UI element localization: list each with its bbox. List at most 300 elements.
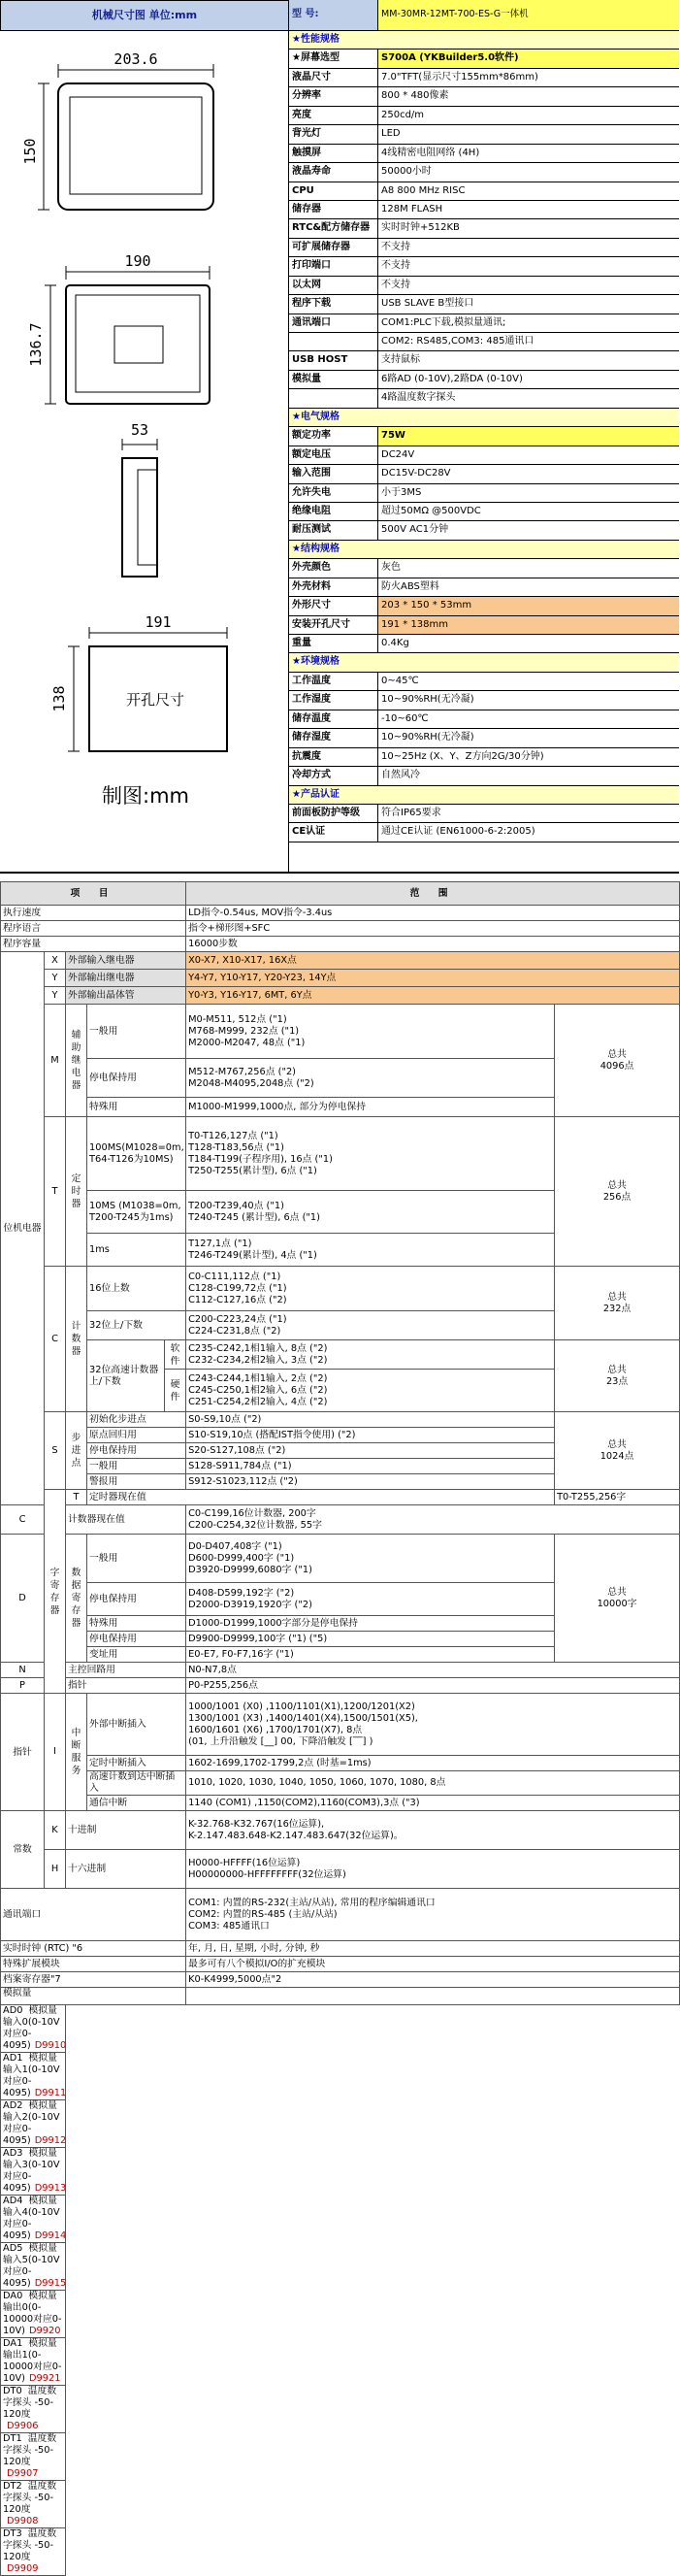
spec-key: 外形尺寸 <box>289 597 378 614</box>
y1-value: Y4-Y7, Y10-Y17, Y20-Y23, 14Y点 <box>186 970 680 987</box>
analog-register: D9908 <box>7 2516 39 2526</box>
cutout-height-label: 138 <box>50 685 68 712</box>
t-category: 定时器 <box>66 1117 87 1267</box>
analog-channel: DA1 <box>3 2338 23 2349</box>
analog-channel: DT3 <box>3 2528 22 2539</box>
h-value: H0000-HFFFF(16位运算) H00000000-HFFFFFFFF(32位运算) <box>186 1850 680 1889</box>
analog-channel: AD0 <box>3 2005 23 2016</box>
analog-row <box>1 2196 680 2243</box>
spec-row <box>289 125 679 144</box>
spec-row <box>289 446 679 465</box>
spec-sheet-top <box>0 0 679 874</box>
spec-key <box>289 389 378 407</box>
file-register-label: 档案寄存器"7 <box>1 1972 186 1988</box>
i-letter: I <box>45 1694 66 1811</box>
analog-channel: AD2 <box>3 2100 23 2111</box>
analog-cell <box>1 2338 66 2386</box>
m-keep-value: M512-M767,256点 ("2) M2048-M4095,2048点 ("2) <box>186 1059 555 1098</box>
program-language-label: 程序语言 <box>1 921 186 937</box>
rtc-label: 实时时钟 (RTC) "6 <box>1 1941 186 1957</box>
s-general-value: S128-S911,784点 ("1) <box>186 1459 555 1474</box>
analog-desc: 模拟量输入2(0-10V对应0-4095) <box>3 2100 60 2146</box>
cutout-width-label: 191 <box>145 613 172 631</box>
t-100ms-label: 100MS(M1028=0m, T64-T126为10MS) <box>87 1117 186 1191</box>
spec-value: 4线精密电阻网络 (4H) <box>381 147 480 158</box>
spec-row <box>289 503 679 521</box>
t-1ms-label: 1ms <box>87 1234 186 1267</box>
spec-key: 可扩展储存器 <box>289 239 378 256</box>
y2-value: Y0-Y3, Y16-Y17, 6MT, 6Y点 <box>186 987 680 1005</box>
spec-row <box>289 351 679 370</box>
spec-value: DC15V-DC28V <box>381 468 451 479</box>
col-header-range: 范 围 <box>186 882 680 906</box>
analog-register: D9907 <box>7 2468 39 2479</box>
spec-value: 203 * 150 * 53mm <box>378 597 679 614</box>
spec-row <box>289 163 679 182</box>
exec-speed-value: LD指令-0.54us, MOV指令-3.4us <box>186 906 680 921</box>
spec-section-header <box>289 786 679 805</box>
d-index-value: E0-E7, F0-F7,16字 ("1) <box>186 1647 555 1663</box>
spec-row <box>289 729 679 747</box>
analog-channel: DT2 <box>3 2481 22 2492</box>
analog-desc: 温度数字探头 -50-120度 <box>3 2433 57 2467</box>
analog-cell <box>1 2243 66 2291</box>
d-hold-value: D9900-D9999,100字 ("1) ("5) <box>186 1632 555 1647</box>
t-10ms-value: T200-T239,40点 ("1) T240-T245 (累计型), 6点 ("1) <box>186 1191 555 1234</box>
i-category: 中断服务 <box>66 1694 87 1811</box>
n-letter: N <box>1 1663 45 1678</box>
analog-row <box>1 2005 680 2053</box>
analog-register: D9912 <box>34 2135 67 2146</box>
spec-row <box>289 597 679 615</box>
c-highspeed-label: 32位高速计数器上/下数 <box>87 1340 165 1412</box>
d-special-label: 特殊用 <box>87 1616 186 1632</box>
analog-cell <box>1 2433 66 2481</box>
side-depth-label: 53 <box>130 421 149 439</box>
analog-register: D9911 <box>34 2088 67 2098</box>
spec-row <box>289 484 679 503</box>
h-letter: H <box>45 1850 66 1889</box>
spec-value: 4路温度数字探头 <box>381 392 456 404</box>
analog-channel: AD5 <box>3 2243 23 2254</box>
tv-name: 定时器现在值 <box>87 1490 555 1505</box>
analog-row <box>1 2528 680 2576</box>
k-letter: K <box>45 1811 66 1850</box>
c-16bit-value: C0-C111,112点 ("1) C128-C199,72点 ("1) C112-C127,16点 ("2) <box>186 1267 555 1311</box>
m-total: 总共 4096点 <box>555 1005 680 1117</box>
analog-desc: 温度数字探头 -50-120度 <box>3 2528 57 2562</box>
m-letter: M <box>45 1005 66 1117</box>
comport-label: 通讯端口 <box>1 1889 186 1941</box>
analog-rows <box>1 2005 680 2576</box>
spec-key: 额定电压 <box>289 446 378 464</box>
c-total-23: 总共 23点 <box>555 1340 680 1412</box>
spec-row <box>289 673 679 691</box>
c-hard-value: C243-C244,1相1输入, 2点 ("2) C245-C250,1相2输入, 6点 ("2) C251-C254,2相2输入, 4点 ("2) <box>186 1370 555 1412</box>
pointer-group: 指针 <box>1 1694 45 1811</box>
analog-row <box>1 2053 680 2100</box>
i-timer-label: 定时中断插入 <box>87 1756 186 1771</box>
spec-row <box>289 389 679 408</box>
d-hold-label: 停电保持用 <box>87 1632 186 1647</box>
unit-caption: 制图:mm <box>102 784 189 808</box>
analog-channel: AD1 <box>3 2053 23 2064</box>
analog-cell <box>1 2196 66 2243</box>
spec-row <box>289 578 679 597</box>
h-name: 十六进制 <box>66 1850 186 1889</box>
x-name: 外部输入继电器 <box>66 952 186 970</box>
spec-value: 自然风冷 <box>381 770 420 781</box>
spec-value: 灰色 <box>381 562 401 574</box>
spec-key: 抗震度 <box>289 748 378 766</box>
spec-row <box>289 427 679 446</box>
cv-name: 计数器现在值 <box>66 1505 186 1535</box>
spec-value: 通过CE认证 (EN61000-6-2:2005) <box>381 826 535 838</box>
spec-key: 分辨率 <box>289 87 378 105</box>
d-keep-value: D408-D599,192字 ("2) D2000-D3919,1920字 ("2) <box>186 1583 555 1616</box>
analog-desc: 模拟量输入0(0-10V对应0-4095) <box>3 2005 60 2051</box>
analog-row <box>1 2291 680 2338</box>
spec-key: 外壳颜色 <box>289 559 378 577</box>
analog-cell <box>1 2148 66 2196</box>
spec-value: 250cd/m <box>381 109 425 120</box>
s-init-value: S0-S9,10点 ("2) <box>186 1412 555 1428</box>
spec-key: 液晶尺寸 <box>289 69 378 86</box>
spec-value: 小于3MS <box>381 486 422 498</box>
front-width-label: 203.6 <box>113 50 158 68</box>
spec-row <box>289 465 679 483</box>
spec-value: 500V AC1分钟 <box>381 524 449 536</box>
back-height-label: 136.7 <box>27 322 45 367</box>
c-32bit-label: 32位上/下数 <box>87 1311 186 1340</box>
s-keep-label: 停电保持用 <box>87 1443 186 1459</box>
dimension-drawings-svg <box>0 31 289 872</box>
spec-value: COM1:PLC下载,模拟量通讯; <box>381 316 506 328</box>
spec-key: 以太网 <box>289 277 378 294</box>
spec-section-header <box>289 653 679 672</box>
n-value: N0-N7,8点 <box>186 1663 680 1678</box>
bit-device-group: 位机电器 <box>1 952 45 1505</box>
analog-register: D9909 <box>7 2563 39 2574</box>
analog-cell <box>1 2100 66 2148</box>
spec-value: 10~90%RH(无冷凝) <box>381 694 474 706</box>
c-letter: C <box>45 1267 66 1412</box>
front-height-label: 150 <box>21 138 39 165</box>
spec-key: 亮度 <box>289 107 378 124</box>
t-100ms-value: T0-T126,127点 ("1) T128-T183,56点 ("1) T184-T199(子程序用), 16点 ("1) T250-T255(累计型), 6点 ("1) <box>186 1117 555 1191</box>
s-keep-value: S20-S127,108点 ("2) <box>186 1443 555 1459</box>
analog-row <box>1 2433 680 2481</box>
m-keep-label: 停电保持用 <box>87 1059 186 1098</box>
spec-key: 液晶寿命 <box>289 163 378 181</box>
program-capacity-value: 16000步数 <box>186 937 680 952</box>
exec-speed-label: 执行速度 <box>1 906 186 921</box>
comport-value: COM1: 内置的RS-232(主站/从站), 常用的程序编辑通讯口 COM2: 内置的RS-485 (主站/从站) COM3: 485通讯口 <box>186 1889 680 1941</box>
t-total: 总共 256点 <box>555 1117 680 1267</box>
spec-key: 模拟量 <box>289 371 378 388</box>
d-keep-label: 停电保持用 <box>87 1583 186 1616</box>
spec-key: 安装开孔尺寸 <box>289 616 378 634</box>
analog-cell <box>1 2528 66 2576</box>
i-highspeed-value: 1010, 1020, 1030, 1040, 1050, 1060, 1070, 1080, 8点 <box>186 1771 680 1796</box>
spec-row <box>289 201 679 219</box>
s-zero-value: S10-S19,10点 (搭配IST指令使用) ("2) <box>186 1428 555 1443</box>
i-comm-value: 1140 (COM1) ,1150(COM2),1160(COM3),3点 ("3) <box>186 1796 680 1811</box>
spec-value: 191 * 138mm <box>378 616 679 634</box>
back-width-label: 190 <box>124 252 151 270</box>
spec-row <box>289 69 679 87</box>
analog-register: D9920 <box>29 2326 61 2336</box>
spec-value: DC24V <box>381 448 415 460</box>
spec-row <box>289 559 679 578</box>
spec-value: 不支持 <box>381 241 410 252</box>
spec-value: 7.0"TFT(显示尺寸155mm*86mm) <box>381 71 538 83</box>
spec-key: RTC&配方储存器 <box>289 219 378 237</box>
spec-key: 绝缘电阻 <box>289 503 378 520</box>
i-timer-value: 1602-1699,1702-1799,2点 (时基=1ms) <box>186 1756 680 1771</box>
register-group: 字寄存器 <box>45 1490 66 1694</box>
c-hard-label: 硬件 <box>165 1370 186 1412</box>
d-special-value: D1000-D1999,1000字部分是停电保持 <box>186 1616 555 1632</box>
rtc-value: 年, 月, 日, 星期, 小时, 分钟, 秒 <box>186 1941 680 1957</box>
spec-key: ★环境规格 <box>292 656 340 668</box>
cutout-label: 开孔尺寸 <box>126 691 185 709</box>
analog-row <box>1 2481 680 2528</box>
analog-row <box>1 2386 680 2433</box>
y1-name: 外部输出继电器 <box>66 970 186 987</box>
ext-module-label: 特殊扩展模块 <box>1 1957 186 1972</box>
p-letter: P <box>1 1678 45 1694</box>
spec-row <box>289 635 679 653</box>
d-category: 数据寄存器 <box>66 1535 87 1663</box>
spec-value: 防火ABS塑料 <box>381 580 439 592</box>
spec-section-header <box>289 541 679 559</box>
spec-row <box>289 107 679 125</box>
spec-row <box>289 0 679 31</box>
spec-key: CE认证 <box>289 823 378 841</box>
spec-value: USB SLAVE B型接口 <box>381 298 474 310</box>
spec-row <box>289 333 679 351</box>
plc-resource-table <box>0 881 679 2574</box>
spec-row <box>289 50 679 68</box>
s-alarm-value: S912-S1023,112点 ("2) <box>186 1474 555 1490</box>
spec-row <box>289 257 679 276</box>
spec-key: 输入范围 <box>289 465 378 482</box>
analog-channel: AD4 <box>3 2196 23 2206</box>
spec-row <box>289 239 679 257</box>
spec-key: 程序下载 <box>289 295 378 313</box>
analog-row <box>1 2338 680 2386</box>
analog-row <box>1 2100 680 2148</box>
spec-value: 128M FLASH <box>381 203 443 215</box>
spec-value: 0.4Kg <box>381 638 409 648</box>
y2-name: 外部输出晶体管 <box>66 987 186 1005</box>
analog-cell <box>1 2005 66 2053</box>
spec-row <box>289 710 679 729</box>
t-1ms-value: T127,1点 ("1) T246-T249(累计型), 4点 ("1) <box>186 1234 555 1267</box>
spec-key: 工作温度 <box>289 673 378 690</box>
spec-value: 不支持 <box>381 279 410 290</box>
spec-value: 10~90%RH(无冷凝) <box>381 732 474 743</box>
analog-cell <box>1 2386 66 2433</box>
col-header-item: 项 目 <box>1 882 186 906</box>
s-letter: S <box>45 1412 66 1490</box>
p-name: 指针 <box>66 1678 186 1694</box>
s-category: 步进点 <box>66 1412 87 1490</box>
spec-value: COM2: RS485,COM3: 485通讯口 <box>381 336 534 347</box>
spec-key: 储存温度 <box>289 710 378 728</box>
spec-value: LED <box>381 128 401 140</box>
m-category: 辅助继电器 <box>66 1005 87 1117</box>
spec-row <box>289 823 679 842</box>
spec-key: 储存湿度 <box>289 729 378 746</box>
spec-row <box>289 277 679 295</box>
spec-section-header <box>289 31 679 50</box>
constant-group: 常数 <box>1 1811 45 1889</box>
spec-key: 储存器 <box>289 201 378 218</box>
spec-key: 打印端口 <box>289 257 378 275</box>
spec-key: 允许失电 <box>289 484 378 502</box>
spec-table <box>289 0 679 842</box>
c-32bit-value: C200-C223,24点 ("1) C224-C231,8点 ("2) <box>186 1311 555 1340</box>
i-highspeed-label: 高速计数到达中断插入 <box>87 1771 186 1796</box>
cv-letter: C <box>1 1505 45 1535</box>
d-total: 总共 10000字 <box>555 1535 680 1663</box>
spec-row <box>289 295 679 314</box>
analog-cell <box>1 2291 66 2338</box>
spec-row <box>289 521 679 540</box>
analog-register: D9906 <box>7 2421 39 2431</box>
spec-row <box>289 314 679 333</box>
m-general-label: 一般用 <box>87 1005 186 1059</box>
analog-channel: DT0 <box>3 2386 22 2396</box>
spec-key: 冷却方式 <box>289 767 378 784</box>
analog-desc: 模拟量输出0(0-10000对应0-10V) <box>3 2291 62 2336</box>
p-value: P0-P255,256点 <box>186 1678 680 1694</box>
spec-value: 10~25Hz (X、Y、Z方向2G/30分钟) <box>381 750 544 762</box>
tv-value: T0-T255,256字 <box>555 1490 680 1505</box>
drawing-header: 机械尺寸图 单位:mm <box>0 0 289 31</box>
spec-key: 重量 <box>289 635 378 652</box>
spec-row <box>289 182 679 201</box>
analog-channel: DA0 <box>3 2291 23 2301</box>
spec-value: 0~45℃ <box>381 675 419 686</box>
program-language-value: 指令+梯形图+SFC <box>186 921 680 937</box>
spec-row <box>289 748 679 767</box>
x-letter: X <box>45 952 66 970</box>
d-index-label: 变址用 <box>87 1647 186 1663</box>
analog-row <box>1 2243 680 2291</box>
spec-row <box>289 145 679 163</box>
s-total: 总共 1024点 <box>555 1412 680 1490</box>
spec-row <box>289 691 679 710</box>
spec-key: 型 号: <box>289 0 378 30</box>
t-10ms-label: 10MS (M1038=0m, T200-T245为1ms) <box>87 1191 186 1234</box>
spec-value: 实时时钟+512KB <box>381 222 460 234</box>
analog-register: D9914 <box>34 2230 67 2241</box>
spec-value: 6路AD (0-10V),2路DA (0-10V) <box>381 373 523 384</box>
analog-row <box>1 2148 680 2196</box>
c-16bit-label: 16位上数 <box>87 1267 186 1311</box>
s-init-label: 初始化步进点 <box>87 1412 186 1428</box>
analog-desc: 温度数字探头 -50-120度 <box>3 2481 57 2515</box>
spec-section-header <box>289 409 679 427</box>
analog-desc: 模拟量输入3(0-10V对应0-4095) <box>3 2148 60 2194</box>
c-category: 计数器 <box>66 1267 87 1412</box>
spec-row <box>289 616 679 635</box>
spec-value: 符合IP65要求 <box>381 807 441 818</box>
program-capacity-label: 程序容量 <box>1 937 186 952</box>
spec-row <box>289 219 679 238</box>
analog-desc: 模拟量输入5(0-10V对应0-4095) <box>3 2243 60 2289</box>
spec-row <box>289 805 679 823</box>
analog-register: D9921 <box>29 2373 61 2384</box>
spec-value: 不支持 <box>381 260 410 272</box>
spec-value: 支持鼠标 <box>381 354 420 366</box>
tv-letter: T <box>66 1490 87 1505</box>
spec-row <box>289 767 679 785</box>
cv-value: C0-C199,16位计数器, 200字 C200-C254,32位计数器, 55字 <box>186 1505 680 1535</box>
y2-letter: Y <box>45 987 66 1005</box>
spec-row <box>289 371 679 389</box>
spec-key: USB HOST <box>289 351 378 369</box>
c-soft-label: 软件 <box>165 1340 186 1370</box>
spec-value: -10~60℃ <box>381 712 429 724</box>
ext-module-value: 最多可有八个模拟I/O的扩充模块 <box>186 1957 680 1972</box>
spec-key: 触摸屏 <box>289 145 378 162</box>
d-general-label: 一般用 <box>87 1535 186 1583</box>
spec-key: ★屏幕选型 <box>289 50 378 67</box>
spec-value: S700A (YKBuilder5.0软件) <box>378 50 679 67</box>
spec-key: 额定功率 <box>289 427 378 445</box>
spec-key <box>289 333 378 350</box>
spec-key: 通讯端口 <box>289 314 378 332</box>
y1-letter: Y <box>45 970 66 987</box>
i-comm-label: 通信中断 <box>87 1796 186 1811</box>
analog-desc: 模拟量输出1(0-10000对应0-10V) <box>3 2338 62 2384</box>
m-special-value: M1000-M1999,1000点, 部分为停电保持 <box>186 1098 555 1117</box>
spec-key: ★结构规格 <box>292 543 340 554</box>
c-soft-value: C235-C242,1相1输入, 8点 ("2) C232-C234,2相2输入, 3点 ("2) <box>186 1340 555 1370</box>
analog-cell <box>1 2481 66 2528</box>
spec-key: ★性能规格 <box>292 34 340 45</box>
analog-channel: DT1 <box>3 2433 22 2444</box>
spec-key: 背光灯 <box>289 125 378 143</box>
spec-row <box>289 87 679 106</box>
analog-desc: 模拟量输入4(0-10V对应0-4095) <box>3 2196 60 2241</box>
s-zero-label: 原点回归用 <box>87 1428 186 1443</box>
analog-register: D9910 <box>34 2040 67 2051</box>
m-general-value: M0-M511, 512点 ("1) M768-M999, 232点 ("1) M2000-M2047, 48点 ("1) <box>186 1005 555 1059</box>
spec-value: MM-30MR-12MT-700-ES-G一体机 <box>378 0 679 30</box>
i-external-value: 1000/1001 (X0) ,1100/1101(X1),1200/1201(X2) 1300/1001 (X3) ,1400/1401(X4),1500/1501(X5), 1600/1601 (X6) ,1700/1701(X7), 8点 (01, 上升沿触发 [__] 00, 下降沿触发 [‾‾] ) <box>186 1694 680 1756</box>
analog-label: 模拟量 <box>1 1988 186 2005</box>
k-name: 十进制 <box>66 1811 186 1850</box>
spec-value: 75W <box>378 427 679 445</box>
spec-key: 外壳材料 <box>289 578 378 596</box>
spec-key: ★电气规格 <box>292 411 340 422</box>
spec-value: 超过50MΩ @500VDC <box>381 505 481 516</box>
analog-desc: 模拟量输入1(0-10V对应0-4095) <box>3 2053 60 2098</box>
m-special-label: 特殊用 <box>87 1098 186 1117</box>
d-general-value: D0-D407,408字 ("1) D600-D999,400字 ("1) D3920-D9999,6080字 ("1) <box>186 1535 555 1583</box>
n-name: 主控回路用 <box>66 1663 186 1678</box>
spec-key: 耐压测试 <box>289 521 378 539</box>
mechanical-drawings <box>0 31 289 872</box>
k-value: K-32.768-K32.767(16位运算), K-2.147.483.648-K2.147.483.647(32位运算)。 <box>186 1811 680 1850</box>
analog-channel: AD3 <box>3 2148 23 2159</box>
spec-value: 800 * 480像素 <box>381 90 449 102</box>
